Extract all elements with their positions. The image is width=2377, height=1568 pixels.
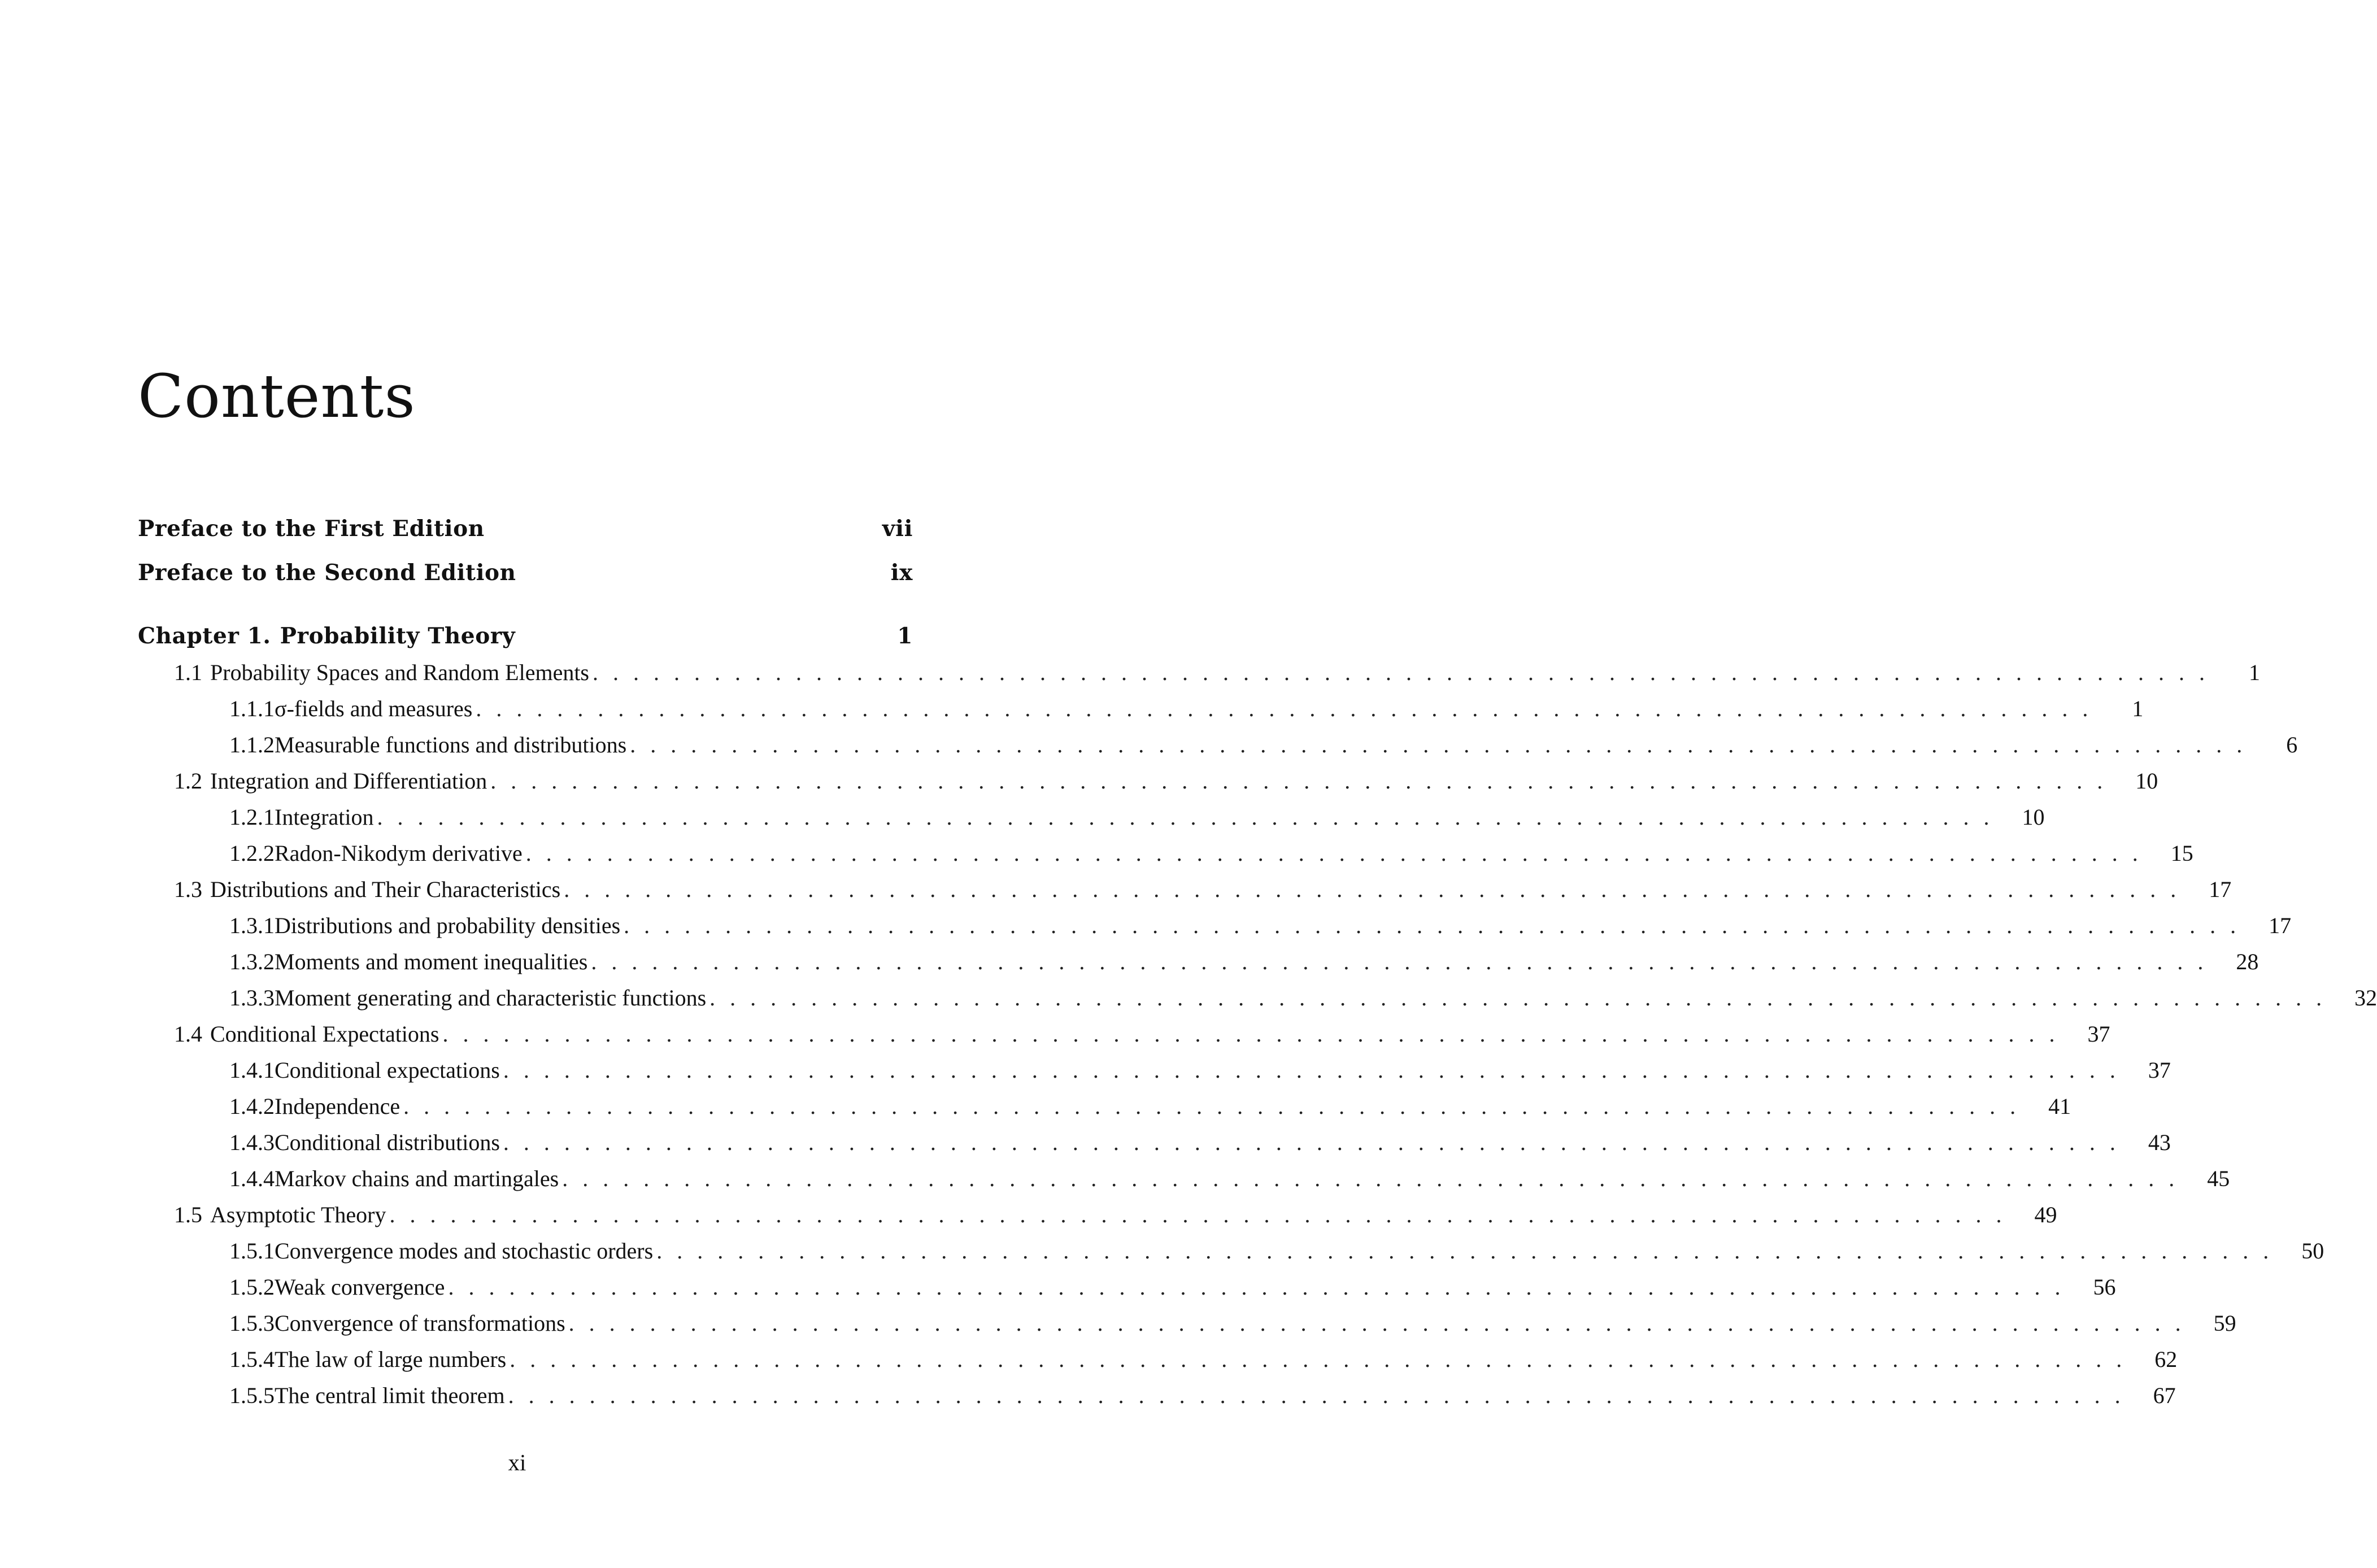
toc-page-number: 32	[2354, 985, 2377, 1011]
toc-page-number: 67	[2153, 1382, 2176, 1408]
toc-entry-number: 1.4.4	[229, 1165, 275, 1191]
toc-entry-title: Convergence modes and stochastic orders	[275, 1238, 654, 1264]
toc-chapter-entry[interactable]	[138, 620, 913, 652]
toc-entry-title: Markov chains and martingales	[275, 1165, 559, 1191]
toc-entry-number: 1.2	[174, 768, 202, 794]
toc-page-number: 59	[2213, 1310, 2236, 1336]
toc-entry-title: Conditional Expectations	[210, 1021, 439, 1047]
dot-leader: . . . . . . . . . . . . . . . . . . . . . . . . . . . . . . . . . . . . . . . . . . . . . . . . . . . . . . . . . . . . . . . . . . . . . . . . . . . . . . . .	[709, 985, 2327, 1011]
toc-subsection-entry[interactable]	[138, 1054, 2171, 1086]
toc-subsection-entry[interactable]	[138, 692, 2144, 724]
toc-page-number: 1	[2249, 659, 2260, 685]
toc-entry-number: 1.2.2	[229, 840, 275, 866]
toc-page-number: ix	[890, 560, 913, 586]
toc-page-number: 45	[2207, 1165, 2230, 1191]
toc-entry-title: Conditional expectations	[275, 1057, 500, 1083]
toc-entry-title: Probability Spaces and Random Elements	[210, 659, 589, 685]
toc-entry-title: Independence	[275, 1093, 400, 1119]
toc-page-number: 56	[2093, 1274, 2116, 1300]
toc-subsection-entry[interactable]	[138, 1090, 2071, 1122]
dot-leader: . . . . . . . . . . . . . . . . . . . . . . . . . . . . . . . . . . . . . . . . . . . . . . . . . . . . . . . . . . . . . . . . . . . . . . . . . . . . . . . .	[448, 1274, 2065, 1300]
toc-page-number: 17	[2209, 876, 2232, 902]
toc-front-entry[interactable]	[138, 557, 913, 589]
toc-entry-number: 1.1.2	[229, 731, 275, 757]
toc-page-number: 10	[2022, 804, 2045, 830]
toc-entry-title: Integration	[275, 804, 374, 830]
dot-leader: . . . . . . . . . . . . . . . . . . . . . . . . . . . . . . . . . . . . . . . . . . . . . . . . . . . . . . . . . . . . . . . . . . . . . . . . . . . . . . . .	[442, 1021, 2060, 1047]
toc-entry-number: 1.3	[174, 876, 202, 902]
toc-entry-title: Moment generating and characteristic functions	[275, 985, 707, 1011]
toc-entry-title: Radon-Nikodym derivative	[275, 840, 523, 866]
toc-entry-title: σ-fields and measures	[275, 695, 473, 721]
toc-section-entry[interactable]	[138, 765, 2158, 796]
chapter-title: Probability Theory	[280, 623, 516, 649]
toc-page-number: 1	[897, 623, 913, 649]
dot-leader: . . . . . . . . . . . . . . . . . . . . . . . . . . . . . . . . . . . . . . . . . . . . . . . . . . . . . . . . . . . . . . . . . . . . . . . . . . . . . . . .	[562, 1165, 2179, 1191]
toc-entry-number: 1.4.3	[229, 1129, 275, 1155]
toc-page-number: 37	[2087, 1021, 2110, 1047]
dot-leader: . . . . . . . . . . . . . . . . . . . . . . . . . . . . . . . . . . . . . . . . . . . . . . . . . . . . . . . . . . . . . . . . . . . . . . . . . . . . . . . .	[624, 912, 2241, 938]
toc-page-number: 37	[2148, 1057, 2171, 1083]
toc-entry-number: 1.4.1	[229, 1057, 275, 1083]
dot-leader: . . . . . . . . . . . . . . . . . . . . . . . . . . . . . . . . . . . . . . . . . . . . . . . . . . . . . . . . . . . . . . . . . . . . . . . . . . . . . . . .	[403, 1093, 2021, 1119]
toc-front-entry[interactable]	[138, 513, 913, 545]
toc-subsection-entry[interactable]	[138, 729, 2298, 760]
toc-entry-title: Distributions and probability densities	[275, 912, 621, 938]
dot-leader: . . . . . . . . . . . . . . . . . . . . . . . . . . . . . . . . . . . . . . . . . . . . . . . . . . . . . . . . . . . . . . . . . . . . . . . . . . . . . . . .	[503, 1057, 2120, 1083]
toc-entry-number: 1.5.3	[229, 1310, 275, 1336]
dot-leader: . . . . . . . . . . . . . . . . . . . . . . . . . . . . . . . . . . . . . . . . . . . . . . . . . . . . . . . . . . . . . . . . . . . . . . . . . . . . . . . .	[476, 695, 2093, 721]
toc-page-number: 1	[2132, 695, 2144, 721]
toc-entry-title: Integration and Differentiation	[210, 768, 487, 794]
toc-page-number: 17	[2269, 912, 2292, 938]
table-of-contents	[138, 0, 2377, 1568]
dot-leader: . . . . . . . . . . . . . . . . . . . . . . . . . . . . . . . . . . . . . . . . . . . . . . . . . . . . . . . . . . . . . . . . . . . . . . . . . . . . . . . .	[591, 948, 2208, 974]
toc-entry-number: 1.5	[174, 1201, 202, 1227]
dot-leader: . . . . . . . . . . . . . . . . . . . . . . . . . . . . . . . . . . . . . . . . . . . . . . . . . . . . . . . . . . . . . . . . . . . . . . . . . . . . . . . .	[525, 840, 2143, 866]
toc-page-number: 62	[2154, 1346, 2178, 1372]
dot-leader: . . . . . . . . . . . . . . . . . . . . . . . . . . . . . . . . . . . . . . . . . . . . . . . . . . . . . . . . . . . . . . . . . . . . . . . . . . . . . . . .	[508, 1382, 2125, 1408]
toc-subsection-entry[interactable]	[138, 1126, 2171, 1158]
toc-entry-title: Conditional distributions	[275, 1129, 500, 1155]
toc-page-number: 41	[2048, 1093, 2071, 1119]
toc-subsection-entry[interactable]	[138, 946, 2259, 977]
toc-entry-number: 1.5.5	[229, 1382, 275, 1408]
toc-entry-title: The law of large numbers	[275, 1346, 507, 1372]
toc-entry-title: Measurable functions and distributions	[275, 731, 627, 757]
dot-leader: . . . . . . . . . . . . . . . . . . . . . . . . . . . . . . . . . . . . . . . . . . . . . . . . . . . . . . . . . . . . . . . . . . . . . . . . . . . . . . . .	[564, 876, 2181, 902]
toc-entry-title: Moments and moment inequalities	[275, 948, 588, 974]
toc-entry-number: 1.5.2	[229, 1274, 275, 1300]
toc-subsection-entry[interactable]	[138, 1271, 2116, 1303]
toc-subsection-entry[interactable]	[138, 1162, 2230, 1194]
toc-page-number: 43	[2148, 1129, 2171, 1155]
toc-entry-number: 1.3.2	[229, 948, 275, 974]
page-folio: xi	[508, 1449, 526, 1475]
toc-subsection-entry[interactable]	[138, 1379, 2176, 1411]
toc-page-number: 15	[2170, 840, 2193, 866]
toc-section-entry[interactable]	[138, 656, 2260, 688]
toc-entry-title: Distributions and Their Characteristics	[210, 876, 561, 902]
toc-section-entry[interactable]	[138, 1199, 2057, 1230]
toc-subsection-entry[interactable]	[138, 1235, 2324, 1266]
toc-page-number: 6	[2286, 731, 2298, 757]
dot-leader: . . . . . . . . . . . . . . . . . . . . . . . . . . . . . . . . . . . . . . . . . . . . . . . . . . . . . . . . . . . . . . . . . . . . . . . . . . . . . . . .	[656, 1238, 2274, 1264]
toc-subsection-entry[interactable]	[138, 837, 2193, 869]
toc-entry-title: Convergence of transformations	[275, 1310, 565, 1336]
chapter-number: Chapter 1.	[138, 623, 271, 649]
toc-entry-number: 1.5.4	[229, 1346, 275, 1372]
toc-entry-number: 1.1.1	[229, 695, 275, 721]
toc-entry-title: Preface to the Second Edition	[138, 560, 516, 586]
page-title: Contents	[138, 361, 416, 432]
toc-entry-number: 1.3.3	[229, 985, 275, 1011]
toc-section-entry[interactable]	[138, 873, 2232, 905]
toc-entry-number: 1.4	[174, 1021, 202, 1047]
toc-page-number: 10	[2135, 768, 2158, 794]
toc-entry-number: 1.1	[174, 659, 202, 685]
toc-entry-number: 1.2.1	[229, 804, 275, 830]
dot-leader: . . . . . . . . . . . . . . . . . . . . . . . . . . . . . . . . . . . . . . . . . . . . . . . . . . . . . . . . . . . . . . . . . . . . . . . . . . . . . . . .	[490, 768, 2108, 794]
dot-leader: . . . . . . . . . . . . . . . . . . . . . . . . . . . . . . . . . . . . . . . . . . . . . . . . . . . . . . . . . . . . . . . . . . . . . . . . . . . . . . . .	[510, 1346, 2127, 1372]
dot-leader: . . . . . . . . . . . . . . . . . . . . . . . . . . . . . . . . . . . . . . . . . . . . . . . . . . . . . . . . . . . . . . . . . . . . . . . . . . . . . . . .	[503, 1129, 2120, 1155]
toc-entry-number: 1.5.1	[229, 1238, 275, 1264]
toc-subsection-entry[interactable]	[138, 1307, 2236, 1339]
dot-leader: . . . . . . . . . . . . . . . . . . . . . . . . . . . . . . . . . . . . . . . . . . . . . . . . . . . . . . . . . . . . . . . . . . . . . . . . . . . . . . . .	[630, 731, 2247, 757]
dot-leader: . . . . . . . . . . . . . . . . . . . . . . . . . . . . . . . . . . . . . . . . . . . . . . . . . . . . . . . . . . . . . . . . . . . . . . . . . . . . . . . .	[568, 1310, 2186, 1336]
toc-subsection-entry[interactable]	[138, 982, 2377, 1013]
dot-leader: . . . . . . . . . . . . . . . . . . . . . . . . . . . . . . . . . . . . . . . . . . . . . . . . . . . . . . . . . . . . . . . . . . . . . . . . . . . . . . . .	[377, 804, 1994, 830]
toc-page-number: vii	[882, 516, 913, 542]
toc-section-entry[interactable]	[138, 1018, 2110, 1049]
toc-subsection-entry[interactable]	[138, 909, 2292, 941]
dot-leader: . . . . . . . . . . . . . . . . . . . . . . . . . . . . . . . . . . . . . . . . . . . . . . . . . . . . . . . . . . . . . . . . . . . . . . . . . . . . . . . .	[593, 659, 2209, 685]
toc-page-number: 28	[2236, 948, 2259, 974]
toc-page-number: 50	[2301, 1238, 2324, 1264]
toc-subsection-entry[interactable]	[138, 1343, 2178, 1375]
toc-entry-title: Preface to the First Edition	[138, 516, 485, 542]
dot-leader: . . . . . . . . . . . . . . . . . . . . . . . . . . . . . . . . . . . . . . . . . . . . . . . . . . . . . . . . . . . . . . . . . . . . . . . . . . . . . . . .	[389, 1201, 2006, 1227]
toc-entry-title: The central limit theorem	[275, 1382, 505, 1408]
toc-entry-title: Asymptotic Theory	[210, 1201, 386, 1227]
toc-entry-number: 1.3.1	[229, 912, 275, 938]
toc-subsection-entry[interactable]	[138, 801, 2045, 833]
toc-page-number: 49	[2034, 1201, 2057, 1227]
toc-entry-number: 1.4.2	[229, 1093, 275, 1119]
toc-entry-title: Weak convergence	[275, 1274, 445, 1300]
